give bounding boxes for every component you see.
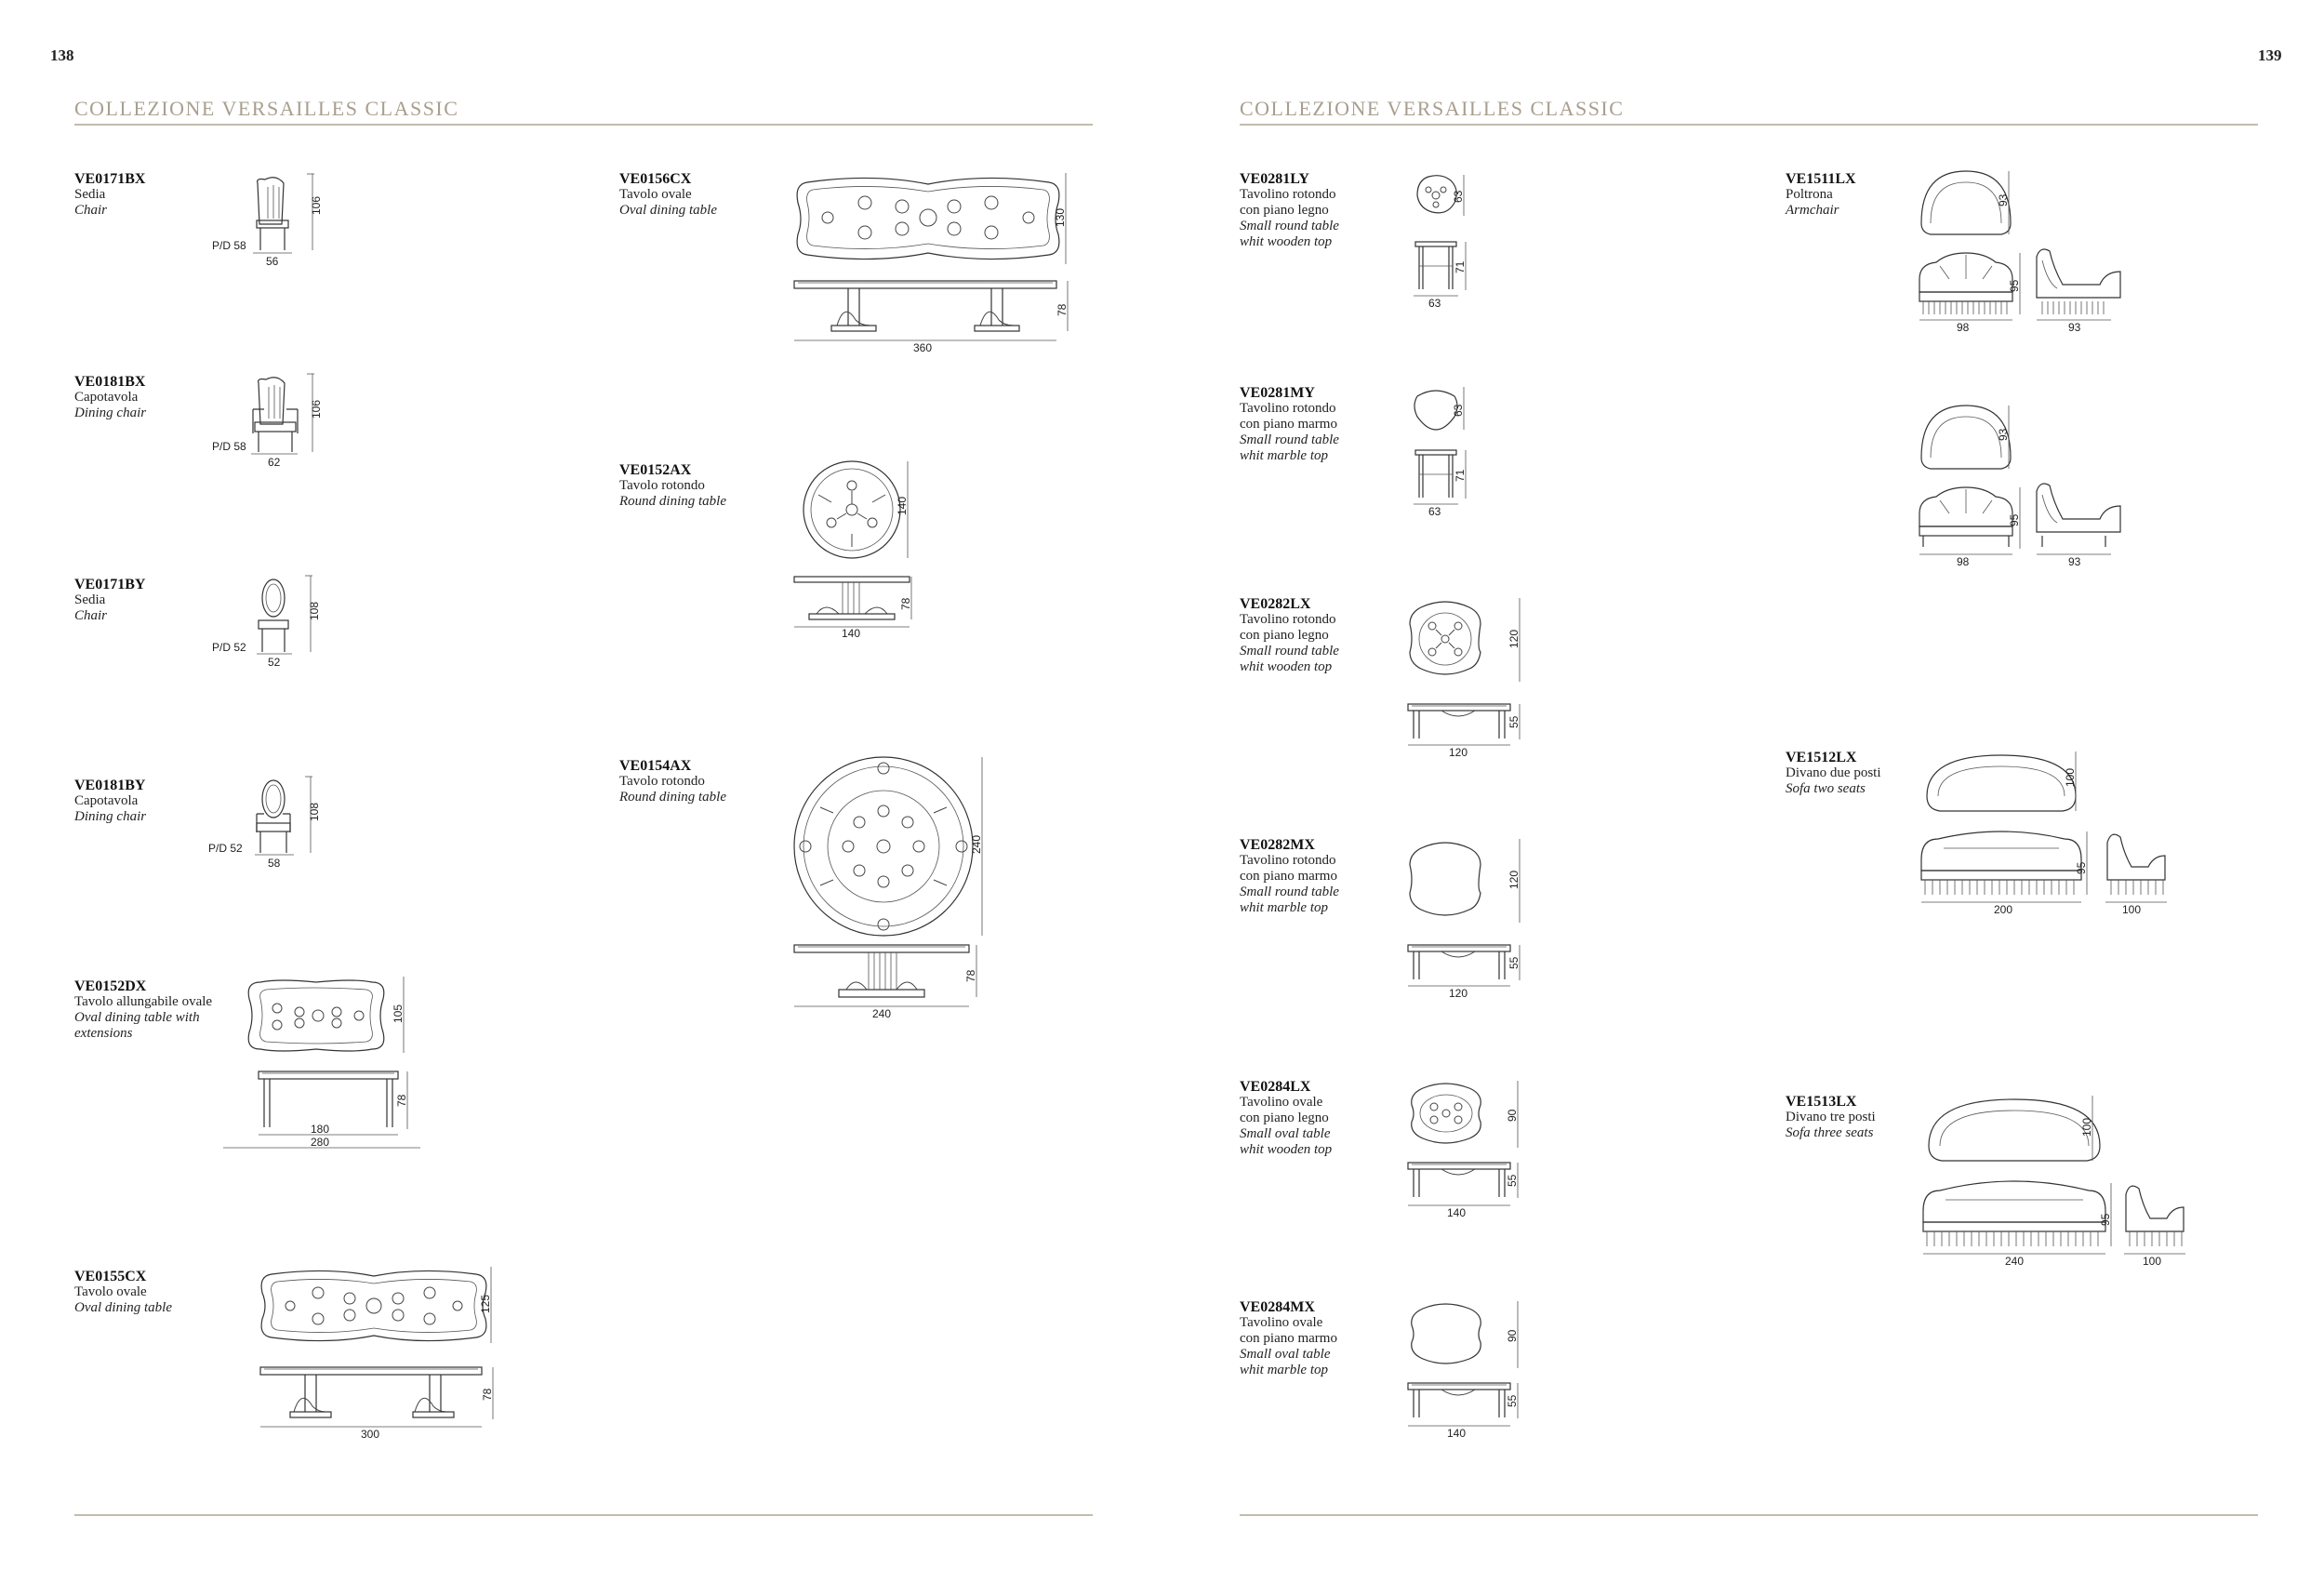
- svg-text:55: 55: [1506, 1174, 1519, 1187]
- product-name-it: Tavolino rotondo: [1240, 401, 1336, 416]
- svg-text:140: 140: [896, 496, 909, 515]
- svg-text:240: 240: [872, 1007, 892, 1020]
- svg-text:100: 100: [2143, 1255, 2162, 1268]
- product-name-en: Round dining table: [619, 494, 726, 509]
- svg-text:63: 63: [1428, 297, 1441, 310]
- product-code: VE1512LX: [1786, 750, 1857, 765]
- product-ve1511lx: [1786, 171, 1856, 219]
- svg-text:100: 100: [2080, 1117, 2093, 1137]
- footer-rule-right: [1240, 1514, 2258, 1516]
- product-name-it: Tavolo allungabile ovale: [74, 994, 213, 1009]
- svg-text:120: 120: [1449, 746, 1468, 759]
- product-name-it: Tavolino rotondo: [1240, 612, 1336, 627]
- product-ve0181by: [74, 778, 146, 825]
- svg-text:63: 63: [1452, 404, 1465, 417]
- product-name-en-2: whit wooden top: [1240, 659, 1333, 674]
- svg-text:90: 90: [1506, 1329, 1519, 1342]
- product-code: VE0284MX: [1240, 1299, 1315, 1315]
- round-table-drawing: [790, 458, 939, 653]
- small-table-drawing: [1404, 1299, 1534, 1448]
- product-name-it: Tavolo rotondo: [619, 478, 705, 493]
- product-code: VE0171BY: [74, 577, 146, 592]
- oval-table-drawing: [790, 171, 1088, 357]
- product-name-it: Capotavola: [74, 793, 139, 808]
- product-ve0281my: [1240, 385, 1339, 464]
- svg-text:108: 108: [308, 601, 321, 620]
- product-ve0181bx: [74, 374, 146, 421]
- svg-text:120: 120: [1507, 870, 1521, 889]
- product-ve0154ax: [619, 758, 726, 805]
- product-ve0156cx: [619, 171, 717, 219]
- svg-text:108: 108: [308, 802, 321, 821]
- chair-drawing: [205, 572, 325, 669]
- small-table-drawing: [1404, 596, 1534, 764]
- product-code: VE0181BX: [74, 374, 146, 390]
- product-name-en-2: whit marble top: [1240, 448, 1329, 463]
- svg-text:52: 52: [268, 656, 281, 669]
- armchair-drawing: [1912, 402, 2126, 574]
- product-ve1513lx: [1786, 1094, 1876, 1141]
- product-name-en: Small round table: [1240, 644, 1339, 658]
- small-table-drawing: [1404, 837, 1534, 1004]
- page-number-right: 139: [2258, 47, 2282, 64]
- svg-text:120: 120: [1449, 987, 1468, 1000]
- product-name-en: Small round table: [1240, 432, 1339, 447]
- product-name-it-2: con piano marmo: [1240, 1331, 1337, 1346]
- product-name-it-2: con piano marmo: [1240, 417, 1337, 432]
- product-code: VE0156CX: [619, 171, 692, 187]
- product-ve0171bx: [74, 171, 145, 219]
- product-name-it: Tavolino rotondo: [1240, 853, 1336, 868]
- product-ve0281ly: [1240, 171, 1339, 250]
- svg-text:360: 360: [913, 341, 933, 354]
- product-name-it: Tavolino ovale: [1240, 1315, 1323, 1330]
- product-name-en: Armchair: [1786, 203, 1839, 218]
- svg-text:78: 78: [395, 1094, 408, 1107]
- product-name-it: Divano due posti: [1786, 765, 1881, 780]
- svg-text:55: 55: [1507, 956, 1521, 969]
- product-name-en-2: whit wooden top: [1240, 1142, 1333, 1157]
- product-ve0152dx: [74, 978, 232, 1042]
- svg-text:55: 55: [1507, 715, 1521, 728]
- svg-text:P/D 58: P/D 58: [212, 239, 246, 252]
- header-rule-left: [74, 124, 1093, 126]
- product-code: VE0152DX: [74, 978, 147, 994]
- product-name-en: Small oval table: [1240, 1347, 1331, 1362]
- svg-text:100: 100: [2122, 903, 2142, 916]
- svg-text:106: 106: [310, 399, 323, 419]
- product-ve0284lx: [1240, 1079, 1332, 1158]
- svg-text:95: 95: [2008, 279, 2021, 292]
- svg-text:P/D 58: P/D 58: [212, 440, 246, 453]
- product-code: VE0152AX: [619, 462, 692, 478]
- product-code: VE1513LX: [1786, 1094, 1857, 1110]
- svg-text:98: 98: [1957, 321, 1970, 334]
- svg-text:105: 105: [392, 1004, 405, 1023]
- product-name-en: Oval dining table: [74, 1300, 172, 1315]
- product-name-it: Sedia: [74, 592, 106, 607]
- product-name-en: Sofa three seats: [1786, 1125, 1874, 1140]
- product-name-en: Small round table: [1240, 219, 1339, 233]
- product-name-it-2: con piano legno: [1240, 203, 1329, 218]
- svg-text:95: 95: [2099, 1213, 2112, 1226]
- product-code: VE1511LX: [1786, 171, 1856, 187]
- product-ve0282mx: [1240, 837, 1339, 916]
- product-name-it-2: con piano legno: [1240, 1111, 1329, 1125]
- product-code: VE0281MY: [1240, 385, 1315, 401]
- svg-text:93: 93: [2068, 321, 2081, 334]
- svg-text:P/D 52: P/D 52: [212, 641, 246, 654]
- product-name-it: Tavolo ovale: [619, 187, 692, 202]
- svg-text:78: 78: [964, 969, 977, 982]
- sofa-drawing: [1919, 1094, 2208, 1280]
- svg-text:78: 78: [899, 597, 912, 610]
- svg-text:78: 78: [481, 1388, 494, 1401]
- product-code: VE0154AX: [619, 758, 692, 774]
- product-ve0284mx: [1240, 1299, 1337, 1378]
- chair-drawing: [205, 773, 325, 870]
- product-name-it: Sedia: [74, 187, 106, 202]
- svg-text:100: 100: [2064, 767, 2077, 787]
- product-ve0171by: [74, 577, 145, 624]
- svg-text:P/D 52: P/D 52: [208, 842, 243, 855]
- armchair-drawing: [1912, 167, 2126, 339]
- footer-rule-left: [74, 1514, 1093, 1516]
- product-name-it-2: con piano marmo: [1240, 869, 1337, 884]
- svg-text:120: 120: [1507, 629, 1521, 648]
- header-rule-right: [1240, 124, 2258, 126]
- product-name-en: Sofa two seats: [1786, 781, 1866, 796]
- product-name-it: Tavolino rotondo: [1240, 187, 1336, 202]
- svg-text:71: 71: [1454, 469, 1467, 482]
- svg-text:93: 93: [1997, 428, 2010, 441]
- svg-text:280: 280: [311, 1136, 330, 1149]
- svg-text:98: 98: [1957, 555, 1970, 568]
- svg-text:125: 125: [479, 1294, 492, 1313]
- svg-text:71: 71: [1454, 260, 1467, 273]
- oval-table-drawing: [221, 975, 426, 1161]
- product-code: VE0155CX: [74, 1269, 147, 1284]
- svg-text:93: 93: [2068, 555, 2081, 568]
- round-table-drawing: [790, 753, 1004, 1023]
- product-name-it: Divano tre posti: [1786, 1110, 1876, 1124]
- product-code: VE0282MX: [1240, 837, 1315, 853]
- page-header-left: COLLEZIONE VERSAILLES CLASSIC: [74, 97, 459, 120]
- svg-text:180: 180: [311, 1123, 330, 1136]
- product-code: VE0181BY: [74, 778, 146, 793]
- product-ve0155cx: [74, 1269, 172, 1316]
- page-header-right: COLLEZIONE VERSAILLES CLASSIC: [1240, 97, 1625, 120]
- product-code: VE0282LX: [1240, 596, 1311, 612]
- svg-text:240: 240: [970, 834, 983, 854]
- product-name-en-2: whit wooden top: [1240, 234, 1333, 249]
- product-name-en: Small round table: [1240, 885, 1339, 899]
- product-name-en: Round dining table: [619, 790, 726, 805]
- product-ve1512lx: [1786, 750, 1881, 797]
- svg-text:130: 130: [1054, 207, 1067, 227]
- sofa-drawing: [1916, 750, 2213, 926]
- svg-text:140: 140: [1447, 1427, 1467, 1440]
- product-name-en: Chair: [74, 203, 108, 218]
- svg-text:63: 63: [1428, 505, 1441, 518]
- product-name-en: Oval dining table: [619, 203, 717, 218]
- svg-text:93: 93: [1997, 193, 2010, 206]
- chair-drawing: [205, 172, 325, 268]
- small-table-drawing: [1404, 173, 1488, 313]
- svg-text:55: 55: [1506, 1394, 1519, 1407]
- svg-text:62: 62: [268, 456, 281, 469]
- product-name-en: Dining chair: [74, 809, 147, 824]
- product-name-it: Poltrona: [1786, 187, 1833, 202]
- svg-text:63: 63: [1452, 190, 1465, 203]
- product-code: VE0171BX: [74, 171, 146, 187]
- svg-text:95: 95: [2008, 513, 2021, 526]
- svg-text:78: 78: [1056, 303, 1069, 316]
- svg-text:95: 95: [2075, 861, 2088, 874]
- oval-table-drawing: [257, 1265, 508, 1442]
- svg-text:240: 240: [2005, 1255, 2025, 1268]
- product-ve0152ax: [619, 462, 726, 510]
- product-ve0282lx: [1240, 596, 1339, 675]
- product-name-it-2: con piano legno: [1240, 628, 1329, 643]
- svg-text:90: 90: [1506, 1109, 1519, 1122]
- svg-text:200: 200: [1994, 903, 2013, 916]
- product-code: VE0281LY: [1240, 171, 1309, 187]
- product-code: VE0284LX: [1240, 1079, 1311, 1095]
- product-name-en: Oval dining table with extensions: [74, 1010, 200, 1041]
- product-name-it: Capotavola: [74, 390, 139, 405]
- svg-text:56: 56: [266, 255, 279, 268]
- product-name-it: Tavolino ovale: [1240, 1095, 1323, 1110]
- product-name-en-2: whit marble top: [1240, 1363, 1329, 1377]
- chair-drawing: [205, 372, 325, 469]
- small-table-drawing: [1404, 1079, 1534, 1228]
- product-name-en-2: whit marble top: [1240, 900, 1329, 915]
- product-name-en: Chair: [74, 608, 108, 623]
- svg-text:106: 106: [310, 195, 323, 215]
- svg-text:140: 140: [842, 627, 861, 640]
- page-number-left: 138: [50, 47, 74, 64]
- product-name-it: Tavolo rotondo: [619, 774, 705, 789]
- svg-text:58: 58: [268, 857, 281, 870]
- svg-text:300: 300: [361, 1428, 380, 1441]
- product-name-en: Dining chair: [74, 406, 147, 420]
- product-name-en: Small oval table: [1240, 1126, 1331, 1141]
- small-table-drawing: [1404, 385, 1488, 525]
- product-name-it: Tavolo ovale: [74, 1284, 147, 1299]
- svg-text:140: 140: [1447, 1206, 1467, 1219]
